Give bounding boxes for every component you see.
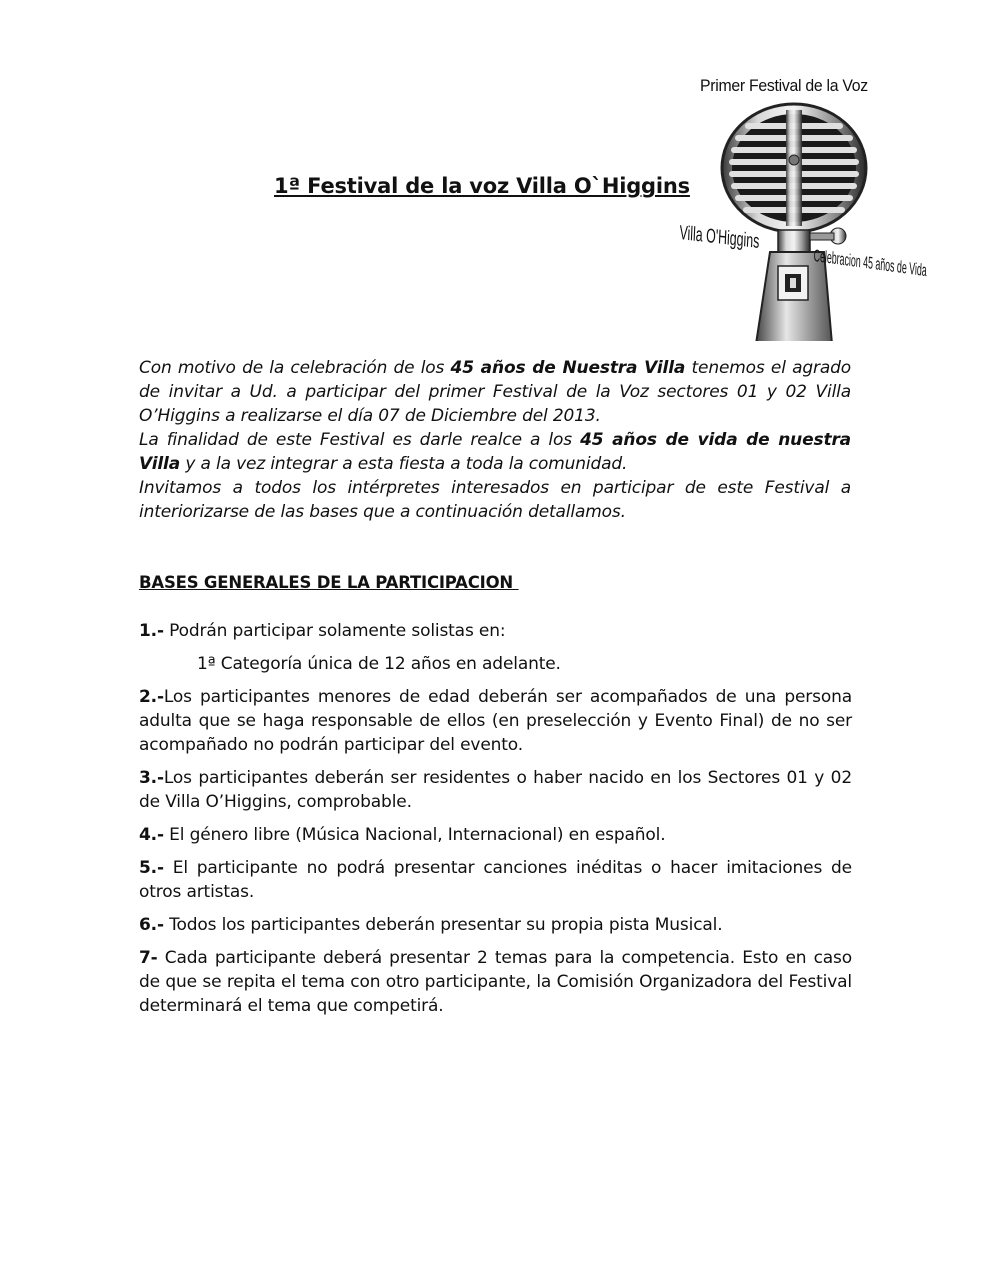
microphone-icon	[712, 96, 892, 341]
category-item: 1ª Categoría única de 12 años en adelante.	[197, 654, 561, 674]
rule-item	[139, 619, 852, 643]
rule-text: Los participantes deberán ser residentes o haber nacido en los Sectores 01 y 02 de Villa O’Higgins, comprobable.	[139, 768, 852, 812]
festival-logo	[676, 70, 928, 340]
rule-text: Podrán participar solamente solistas en:	[163, 621, 506, 641]
rule-item	[139, 913, 852, 937]
rule-item	[139, 823, 852, 847]
intro-text	[139, 356, 851, 524]
logo-right-text: Celebracion 45 años de Vida	[813, 246, 928, 281]
rule-text: El género libre (Música Nacional, Internacional) en español.	[163, 825, 666, 845]
rule-number: 4.-	[139, 825, 164, 845]
intro-text-run: tenemos el agrado de invitar a Ud. a participar del primer Festival de la Voz sectores 01 y 02 Villa O’Higgins a realizarse el día 07 de Diciembre del 2013.	[139, 358, 851, 426]
rule-number: 7-	[139, 948, 158, 968]
intro-highlight: 45 años de Nuestra Villa	[450, 358, 686, 378]
rule-item	[139, 766, 852, 814]
rules-list	[139, 619, 852, 1027]
rule-item	[139, 685, 852, 757]
rule-number: 6.-	[139, 915, 164, 935]
section-heading: BASES GENERALES DE LA PARTICIPACION	[139, 573, 519, 592]
rule-number: 5.-	[139, 858, 164, 878]
rule-text: Todos los participantes deberán presentar su propia pista Musical.	[163, 915, 723, 935]
document-title: 1ª Festival de la voz Villa O`Higgins	[274, 174, 690, 198]
intro-text-run: Con motivo de la celebración de los	[139, 358, 451, 378]
intro-paragraph-2	[139, 428, 851, 476]
rule-item	[139, 856, 852, 904]
rule-text: Los participantes menores de edad deberán ser acompañados de una persona adulta que se haga responsable de ellos (en preselección y Evento Final) de no ser acompañado no podrán participar del evento.	[139, 687, 852, 755]
rule-number: 1.-	[139, 621, 164, 641]
logo-left-text: Villa O'Higgins	[679, 222, 760, 253]
rule-text: Cada participante deberá presentar 2 temas para la competencia. Esto en caso de que se repita el tema con otro participante, la Comisión Organizadora del Festival determinará el tema que competirá.	[139, 948, 852, 1016]
rule-text: El participante no podrá presentar canciones inéditas o hacer imitaciones de otros artistas.	[139, 858, 852, 902]
rule-number: 3.-	[139, 768, 164, 788]
rule-item	[139, 946, 852, 1018]
intro-text-run: y a la vez integrar a esta fiesta a toda la comunidad.	[180, 454, 628, 474]
intro-paragraph-1	[139, 356, 851, 428]
intro-text-run: La finalidad de este Festival es darle realce a los	[139, 430, 581, 450]
intro-highlight: 45 años de vida de nuestra Villa	[139, 430, 851, 474]
logo-top-text: Primer Festival de la Voz	[700, 76, 868, 95]
intro-paragraph-3: Invitamos a todos los intérpretes interesados en participar de este Festival a interiorizarse de las bases que a continuación detallamos.	[139, 478, 851, 522]
rule-number: 2.-	[139, 687, 164, 707]
